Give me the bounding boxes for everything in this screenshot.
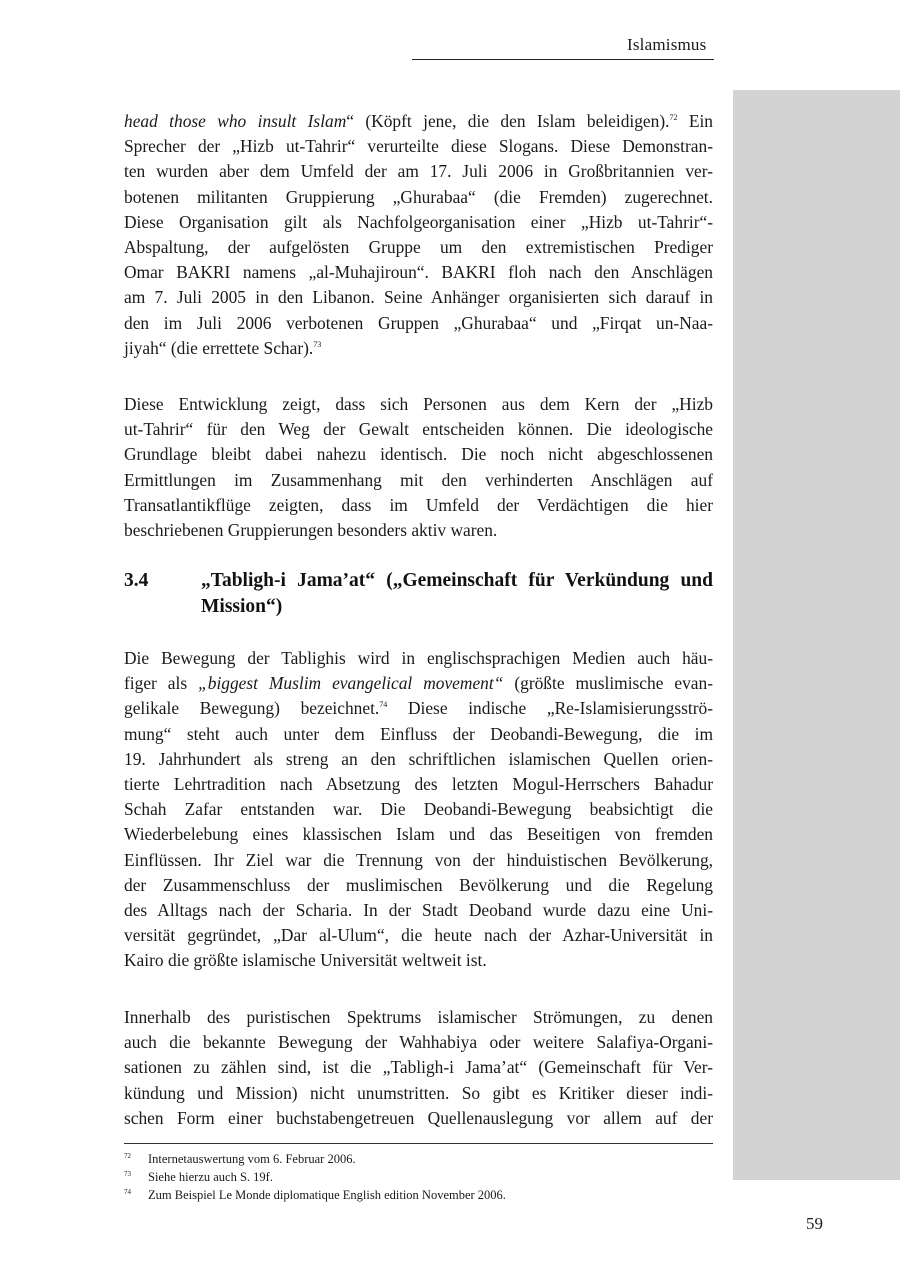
text-line: kündung und Mission) nicht unumstritten. So gibt es Kritiker dieser indi- [124,1082,713,1103]
text-line: ten wurden aber dem Umfeld der am 17. Juli 2006 in Großbritannien ver- [124,161,713,182]
text-line: jiyah“ (die errettete Schar).$^{73}$ [124,337,322,358]
text-line: head those who insult Islam“ (Köpft jene, die den Islam beleidigen).$^{72}$ Ein [124,111,714,131]
text-line: ut-Tahrir“ für den Weg der Gewalt entscheiden können. Die ideologische [124,419,713,440]
text-line: mung“ steht auch unter dem Einfluss der Deobandi-Bewegung, die im [124,723,713,744]
paragraph-2 [124,392,713,543]
footnote-mark: 73 [124,1170,131,1178]
text-line: sationen zu zählen sind, ist die „Tabligh-i Jama’at“ (Gemeinschaft für Ver- [124,1057,713,1078]
text-line: figer als „biggest Muslim evangelical movement“ (größte muslimische evan- [124,673,714,694]
footnote-72 [124,1150,713,1168]
text-line: Diese Entwicklung zeigt, dass sich Personen aus dem Kern der „Hizb [124,394,713,414]
text-line: beschriebenen Gruppierungen besonders aktiv waren. [124,520,498,541]
footnote-mark: 74 [124,1188,131,1196]
text-line: des Alltags nach der Scharia. In der Stadt Deoband wurde dazu eine Uni- [124,900,713,921]
text-line: Transatlantikflüge zeigten, dass im Umfeld der Verdächtigen die hier [124,494,713,515]
footnote-74 [124,1186,713,1204]
text-line: der Zusammenschluss der muslimischen Bevölkerung und die Regelung [124,874,713,895]
text-line: Grundlage bleibt dabei nahezu identisch. Die noch nicht abgeschlossenen [124,444,713,465]
section-title-line: „Tabligh-i Jama’at“ („Gemeinschaft für Verkündung und [201,570,713,591]
section-title-line: Mission“) [201,596,283,617]
paragraph-4 [124,1005,713,1131]
text-line: schen Form einer buchstabengetreuen Quellenauslegung vor allem auf der [124,1107,713,1128]
paragraph-3 [124,646,713,974]
text-line: den im Juli 2006 verbotenen Gruppen „Ghurabaa“ und „Firqat un-Naa- [124,312,713,333]
text-line: Ermittlungen im Zusammenhang mit den verhinderten Anschlägen auf [124,469,713,490]
footnote-text: Zum Beispiel Le Monde diplomatique English edition November 2006. [148,1188,506,1202]
header-rule [412,59,714,60]
text-line: Innerhalb des puristischen Spektrums islamischer Strömungen, zu denen [124,1007,713,1027]
text-line: Wiederbelebung eines klassischen Islam und das Beseitigen von fremden [124,824,713,845]
running-header-title: Islamismus [627,35,707,54]
section-number: 3.4 [124,570,149,591]
footnote-73 [124,1168,713,1186]
footnote-text: Internetauswertung vom 6. Februar 2006. [148,1152,356,1166]
text-line: am 7. Juli 2005 in den Libanon. Seine Anhänger organisierten sich darauf in [124,287,713,308]
footnote-mark: 72 [124,1152,131,1160]
text-line: Die Bewegung der Tablighis wird in englischsprachigen Medien auch häu- [124,648,713,668]
text-line: 19. Jahrhundert als streng an den schriftlichen islamischen Quellen orien- [124,748,713,769]
section-title [201,568,713,620]
text-line: botenen militanten Gruppierung „Ghurabaa“ (die Fremden) zugerechnet. [124,186,713,207]
text-line: versität gegründet, „Dar al-Ulum“, die heute nach der Azhar-Universität in [124,925,713,946]
text-line: gelikale Bewegung) bezeichnet.$^{74}$ Diese indische „Re-Islamisierungsströ- [124,698,713,719]
footnote-text: Siehe hierzu auch S. 19f. [148,1170,273,1184]
text-line: Sprecher der „Hizb ut-Tahrir“ verurteilte diese Slogans. Diese Demonstran- [124,136,713,157]
footnote-rule [124,1143,713,1144]
text-line: Kairo die größte islamische Universität weltweit ist. [124,950,487,971]
text-line: Abspaltung, der aufgelösten Gruppe um den extremistischen Prediger [124,237,713,258]
paragraph-1 [124,109,713,361]
page-number: 59 [806,1214,823,1233]
text-line: Omar BAKRI namens „al-Muhajiroun“. BAKRI floh nach den Anschlägen [124,262,713,283]
text-line: Einflüssen. Ihr Ziel war die Trennung von der hinduistischen Bevölkerung, [124,849,713,870]
text-line: Diese Organisation gilt als Nachfolgeorganisation einer „Hizb ut-Tahrir“- [124,211,713,232]
margin-sidebar [733,90,900,1180]
text-line: Schah Zafar entstanden war. Die Deobandi-Bewegung beabsichtigt die [124,799,713,820]
text-line: tierte Lehrtradition nach Absetzung des letzten Mogul-Herrschers Bahadur [124,774,713,795]
footnotes [124,1150,713,1204]
text-line: auch die bekannte Bewegung der Wahhabiya oder weitere Salafiya-Organi- [124,1032,713,1053]
